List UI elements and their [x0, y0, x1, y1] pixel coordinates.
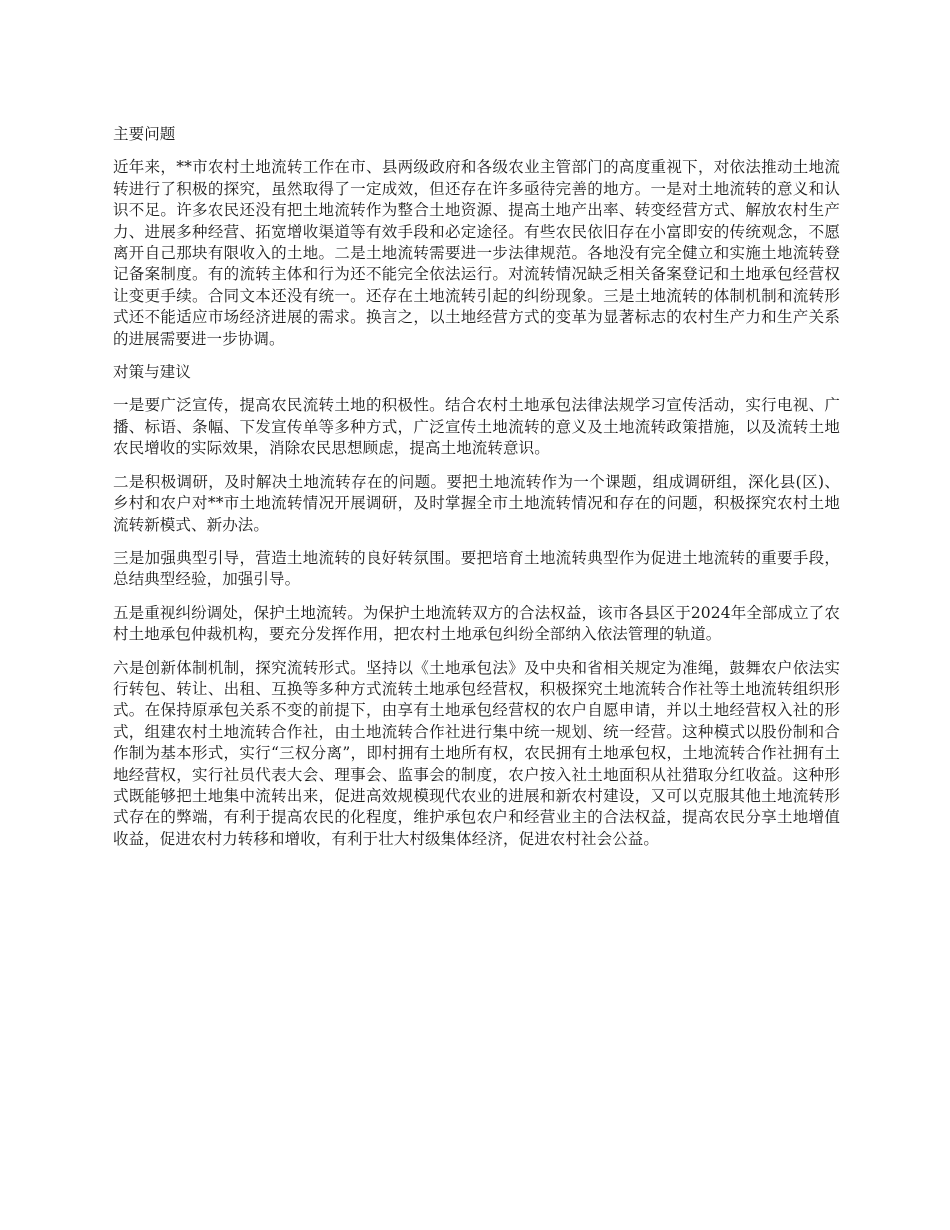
suggestion-paragraph-5: 五是重视纠纷调处，保护土地流转。为保护土地流转双方的合法权益，该市各县区于2024年全部成立了农村土地承包仲裁机构，要充分发挥作用，把农村土地承包纠纷全部纳入依法管理的轨道。 [113, 603, 840, 644]
section-heading-suggestions: 对策与建议 [113, 363, 192, 382]
suggestion-paragraph-1: 一是要广泛宣传，提高农民流转土地的积极性。结合农村土地承包法律法规学习宣传活动，实行电视、广播、标语、条幅、下发宣传单等多种方式，广泛宣传土地流转的意义及土地流转政策措施，以及流转土地农民增收的实际效果，消除农民思想顾虑，提高土地流转意识。 [113, 396, 840, 458]
suggestion-paragraph-2: 二是积极调研，及时解决土地流转存在的问题。要把土地流转作为一个课题，组成调研组，深化县(区)、乡村和农户对**市土地流转情况开展调研，及时掌握全市土地流转情况和存在的问题，积极探究农村土地流转新模式、新办法。 [113, 472, 840, 534]
section-heading-problems: 主要问题 [113, 125, 176, 143]
suggestion-paragraph-6: 六是创新体制机制，探究流转形式。坚持以《土地承包法》及中央和省相关规定为准绳，鼓舞农户依法实行转包、转让、出租、互换等多种方式流转土地承包经营权，积极探究土地流转合作社等土地流转组织形式。在保持原承包关系不变的前提下，由享有土地承包经营权的农户自愿申请，并以土地经营权入社的形式，组建农村土地流转合作社，由土地流转合作社进行集中统一规划、统一经营。这种模式以股份制和合作制为基本形式，实行“三权分离”，即村拥有土地所有权，农民拥有土地承包权，土地流转合作社拥有土地经营权，实行社员代表大会、理事会、监事会的制度，农户按入社土地面积从社猎取分红收益。这种形式既能够把土地集中流转出来，促进高效规模现代农业的进展和新农村建设，又可以克服其他土地流转形式存在的弊端，有利于提高农民的化程度，维护承包农户和经营业主的合法权益，提高农民分享土地增值收益，促进农村力转移和增收，有利于壮大村级集体经济，促进农村社会公益。 [113, 658, 840, 848]
suggestion-paragraph-3: 三是加强典型引导，营造土地流转的良好转氛围。要把培育土地流转典型作为促进土地流转的重要手段，总结典型经验，加强引导。 [113, 548, 840, 589]
problems-paragraph: 近年来，**市农村土地流转工作在市、县两级政府和各级农业主管部门的高度重视下，对依法推动土地流转进行了积极的探究，虽然取得了一定成效，但还存在许多亟待完善的地方。一是对土地流转的意义和认识不足。许多农民还没有把土地流转作为整合土地资源、提高土地产出率、转变经营方式、解放农村生产力、进展多种经营、拓宽增收渠道等有效手段和必定途径。有些农民依旧存在小富即安的传统观念，不愿离开自己那块有限收入的土地。二是土地流转需要进一步法律规范。各地没有完全健立和实施土地流转登记备案制度。有的流转主体和行为还不能完全依法运行。对流转情况缺乏相关备案登记和土地承包经营权让变更手续。合同文本还没有统一。还存在土地流转引起的纠纷现象。三是土地流转的体制机制和流转形式还不能适应市场经济进展的需求。换言之，以土地经营方式的变革为显著标志的农村生产力和生产关系的进展需要进一步协调。 [113, 158, 840, 348]
document-body [113, 124, 840, 862]
